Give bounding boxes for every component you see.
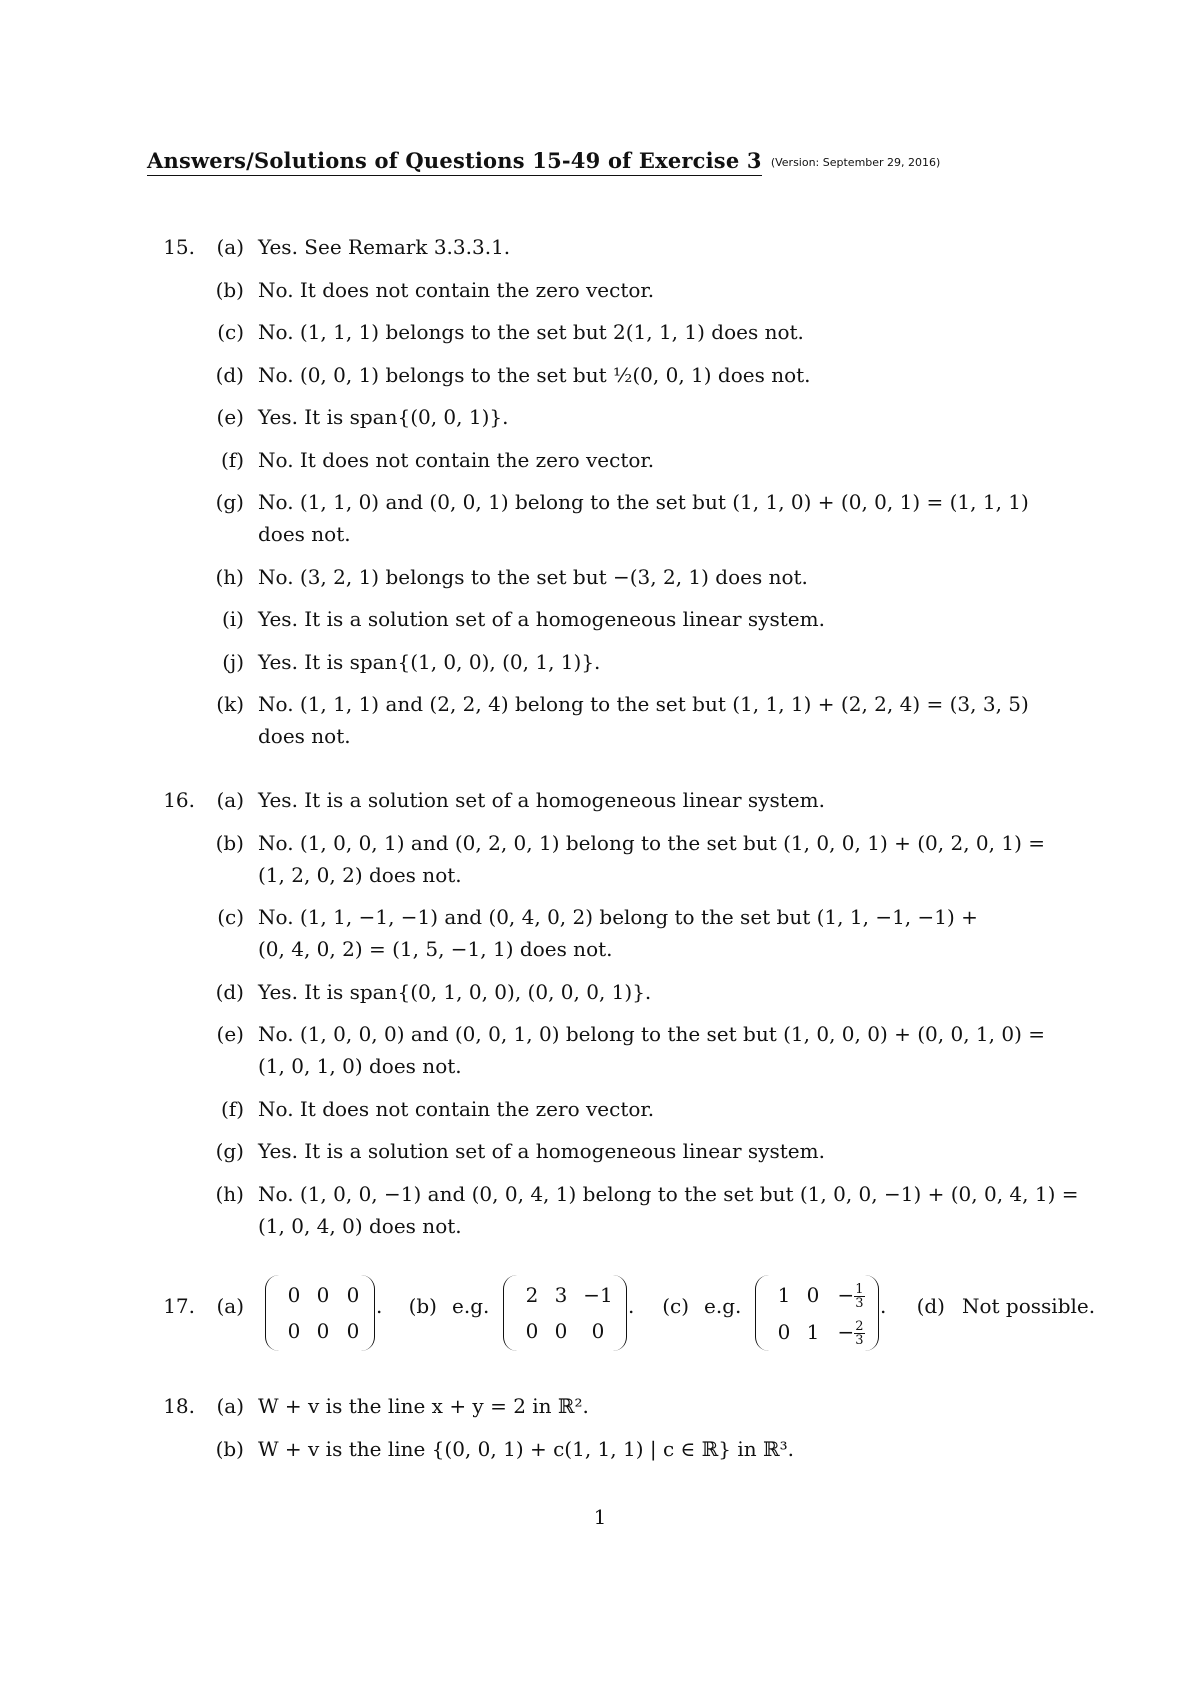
item-label: (h)	[215, 564, 244, 589]
matrix-entry: 0	[316, 1319, 330, 1343]
item-label: (e)	[216, 1022, 244, 1046]
matrix-entry: 3	[554, 1283, 568, 1307]
answer-text: No. (1, 0, 0, 0) and (0, 0, 1, 0) belong to the set but (1, 0, 0, 0) + (0, 0, 1, 0) =	[258, 1022, 1046, 1046]
matrix-entry: 0	[806, 1283, 820, 1307]
denominator: 3	[855, 1296, 864, 1311]
item-label: (j)	[222, 649, 244, 674]
answer-text-continued: does not.	[258, 724, 351, 748]
entry-sign: −	[837, 1283, 855, 1307]
example-prefix: e.g.	[452, 1294, 490, 1318]
matrix-c-period: .	[880, 1294, 887, 1318]
matrix-entry: 0	[346, 1319, 360, 1343]
right-paren	[864, 1275, 879, 1351]
matrix-b	[503, 1281, 627, 1345]
matrix-c	[755, 1281, 879, 1348]
answer-text: Yes. It is a solution set of a homogeneous linear system.	[258, 607, 825, 631]
item-label: (b)	[215, 830, 244, 855]
numerator: 2	[855, 1319, 864, 1334]
answer-text-continued: (0, 4, 0, 2) = (1, 5, −1, 1) does not.	[258, 937, 613, 961]
item-label: (g)	[215, 1139, 244, 1163]
matrix-entry: −1	[583, 1283, 613, 1307]
answer-text: No. (1, 1, 0) and (0, 0, 1) belong to the set but (1, 1, 0) + (0, 0, 1) = (1, 1, 1)	[258, 490, 1029, 514]
fraction	[854, 1283, 864, 1310]
matrix-a	[265, 1281, 375, 1345]
matrix-entry: 0	[525, 1319, 539, 1343]
left-paren	[755, 1275, 770, 1351]
item-label: (d)	[916, 1294, 945, 1318]
item-label: (k)	[216, 692, 244, 716]
matrix-entry: 0	[287, 1319, 301, 1343]
right-paren	[360, 1275, 375, 1351]
answer-text: No. (3, 2, 1) belongs to the set but −(3, 2, 1) does not.	[258, 564, 808, 589]
matrix-entry: 0	[591, 1319, 605, 1343]
item-label: (d)	[215, 362, 244, 387]
item-label: (a)	[216, 1394, 244, 1418]
page-header	[147, 148, 940, 176]
question-number: 15.	[163, 235, 195, 259]
answer-text: W + v is the line {(0, 0, 1) + c(1, 1, 1) | c ∈ ℝ} in ℝ³.	[258, 1436, 795, 1461]
matrix-entry: 1	[777, 1283, 791, 1307]
answer-text-continued: does not.	[258, 522, 351, 546]
answer-text: No. (1, 1, 1) belongs to the set but 2(1, 1, 1) does not.	[258, 320, 804, 344]
entry-sign: −	[837, 1320, 855, 1344]
answer-text-continued: (1, 2, 0, 2) does not.	[258, 862, 462, 887]
not-possible-text: Not possible.	[962, 1294, 1096, 1318]
numerator: 1	[855, 1282, 864, 1297]
answer-text: No. It does not contain the zero vector.	[258, 1096, 655, 1121]
item-label: (b)	[215, 277, 244, 302]
item-label: (c)	[662, 1294, 689, 1318]
answer-text: Yes. It is span{(0, 0, 1)}.	[258, 405, 509, 429]
answer-text: No. (1, 1, 1) and (2, 2, 4) belong to the set but (1, 1, 1) + (2, 2, 4) = (3, 3, 5)	[258, 692, 1029, 716]
matrix-entry: 0	[287, 1283, 301, 1307]
answer-text: No. (0, 0, 1) belongs to the set but ½(0, 0, 1) does not.	[258, 362, 811, 387]
answer-text: No. It does not contain the zero vector.	[258, 447, 655, 472]
answer-text: Yes. It is a solution set of a homogeneous linear system.	[258, 1139, 825, 1163]
matrix-entry: 2	[525, 1283, 539, 1307]
item-label: (g)	[215, 490, 244, 514]
matrix-a-period: .	[376, 1294, 383, 1318]
item-label: (a)	[216, 235, 244, 259]
fraction	[854, 1320, 864, 1347]
item-label: (c)	[217, 320, 244, 344]
version-note: (Version: September 29, 2016)	[770, 156, 941, 169]
answer-text: Yes. It is span{(0, 1, 0, 0), (0, 0, 0, 1)}.	[258, 979, 652, 1004]
answer-text: No. (1, 1, −1, −1) and (0, 4, 0, 2) belong to the set but (1, 1, −1, −1) +	[258, 905, 978, 929]
answer-text: Yes. See Remark 3.3.3.1.	[258, 235, 511, 259]
matrix-entry: 0	[316, 1283, 330, 1307]
left-paren	[265, 1275, 280, 1351]
item-label: (i)	[221, 607, 244, 631]
left-paren	[503, 1275, 518, 1351]
question-number: 18.	[163, 1394, 195, 1418]
item-label: (b)	[215, 1436, 244, 1461]
matrix-entry: 0	[554, 1319, 568, 1343]
item-label: (a)	[216, 1294, 244, 1318]
item-label: (f)	[220, 1096, 244, 1121]
matrix-entry: 0	[346, 1283, 360, 1307]
denominator: 3	[855, 1333, 864, 1348]
answer-text: No. (1, 0, 0, 1) and (0, 2, 0, 1) belong to the set but (1, 0, 0, 1) + (0, 2, 0, 1) =	[258, 830, 1046, 855]
item-label: (e)	[216, 405, 244, 429]
page-title: Answers/Solutions of Questions 15-49 of Exercise 3	[147, 148, 762, 176]
answer-text: W + v is the line x + y = 2 in ℝ².	[258, 1394, 589, 1418]
item-label: (a)	[216, 788, 244, 812]
example-prefix: e.g.	[704, 1294, 742, 1318]
answer-text-continued: (1, 0, 1, 0) does not.	[258, 1054, 462, 1078]
question-number: 16.	[163, 788, 195, 812]
item-label: (b)	[408, 1294, 437, 1318]
item-label: (h)	[215, 1181, 244, 1206]
answer-text-continued: (1, 0, 4, 0) does not.	[258, 1213, 462, 1238]
answer-text: No. (1, 0, 0, −1) and (0, 0, 4, 1) belong to the set but (1, 0, 0, −1) + (0, 0, 4, 1) =	[258, 1181, 1079, 1206]
page-number: 1	[593, 1505, 607, 1529]
answer-text: Yes. It is a solution set of a homogeneous linear system.	[258, 788, 825, 812]
item-label: (d)	[215, 979, 244, 1004]
matrix-entry: 0	[777, 1320, 791, 1344]
answer-text: Yes. It is span{(1, 0, 0), (0, 1, 1)}.	[258, 649, 601, 674]
answer-text: No. It does not contain the zero vector.	[258, 277, 655, 302]
item-label: (c)	[217, 905, 244, 929]
question-number: 17.	[163, 1294, 195, 1318]
right-paren	[612, 1275, 627, 1351]
item-label: (f)	[220, 447, 244, 472]
matrix-b-period: .	[628, 1294, 635, 1318]
matrix-entry: 1	[806, 1320, 820, 1344]
